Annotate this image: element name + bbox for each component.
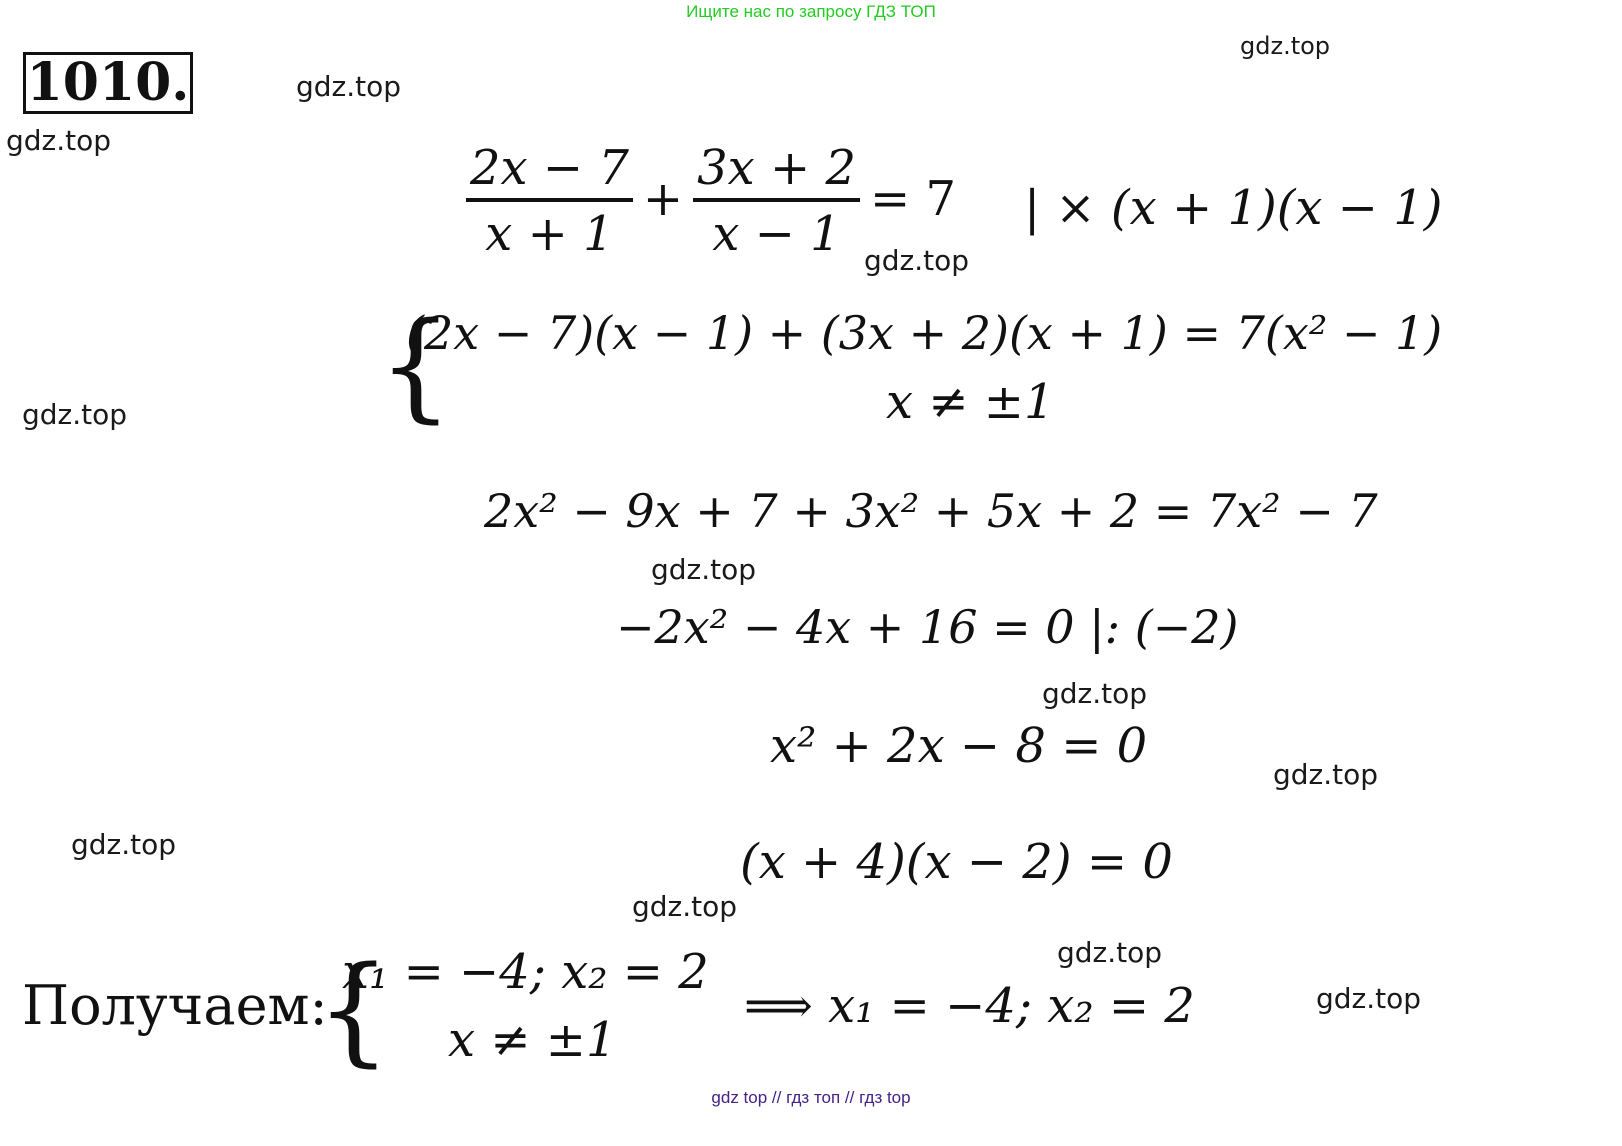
watermark: gdz.top xyxy=(22,398,128,431)
plus-sign: + xyxy=(642,170,684,227)
watermark: gdz.top xyxy=(1273,758,1379,791)
answer-brace: { xyxy=(316,940,392,1078)
watermark: gdz.top xyxy=(1042,677,1148,710)
watermark: gdz.top xyxy=(632,890,738,923)
watermark: gdz.top xyxy=(71,828,177,861)
watermark: gdz.top xyxy=(1316,982,1422,1015)
system-line-2: x ≠ ±1 xyxy=(886,374,1055,430)
task-number: 1010. xyxy=(23,52,193,114)
fraction-2-denominator: x − 1 xyxy=(693,198,860,266)
system-brace: { xyxy=(378,296,454,434)
fraction-2 xyxy=(693,138,860,266)
answer-result: ⟹ x₁ = −4; x₂ = 2 xyxy=(744,978,1195,1034)
simplified-equation: −2x² − 4x + 16 = 0 |: (−2) xyxy=(616,600,1239,654)
fraction-1 xyxy=(466,138,633,266)
factored-equation: (x + 4)(x − 2) = 0 xyxy=(740,834,1173,890)
top-banner: Ищите нас по запросу ГДЗ ТОП xyxy=(686,2,936,21)
fraction-1-denominator: x + 1 xyxy=(466,198,633,266)
answer-label: Получаем: xyxy=(22,974,328,1037)
fraction-2-numerator: 3x + 2 xyxy=(697,140,856,196)
footer-links: gdz top // гдз топ // гдз top xyxy=(711,1088,911,1107)
expanded-equation: 2x² − 9x + 7 + 3x² + 5x + 2 = 7x² − 7 xyxy=(484,484,1378,538)
watermark: gdz.top xyxy=(651,553,757,586)
watermark: gdz.top xyxy=(1240,32,1331,60)
watermark: gdz.top xyxy=(864,244,970,277)
watermark: gdz.top xyxy=(6,124,112,157)
watermark: gdz.top xyxy=(1057,936,1163,969)
system-line-1: (2x − 7)(x − 1) + (3x + 2)(x + 1) = 7(x² − 1) xyxy=(406,306,1443,360)
main-equation xyxy=(466,138,966,266)
answer-line-1: x₁ = −4; x₂ = 2 xyxy=(342,944,709,1000)
fraction-1-numerator: 2x − 7 xyxy=(470,140,629,196)
quadratic-equation: x² + 2x − 8 = 0 xyxy=(770,718,1148,774)
answer-line-2: x ≠ ±1 xyxy=(448,1012,617,1068)
watermark: gdz.top xyxy=(296,70,402,103)
equation-rhs: = 7 xyxy=(870,170,957,227)
multiplier-note: | × (x + 1)(x − 1) xyxy=(1024,180,1443,236)
